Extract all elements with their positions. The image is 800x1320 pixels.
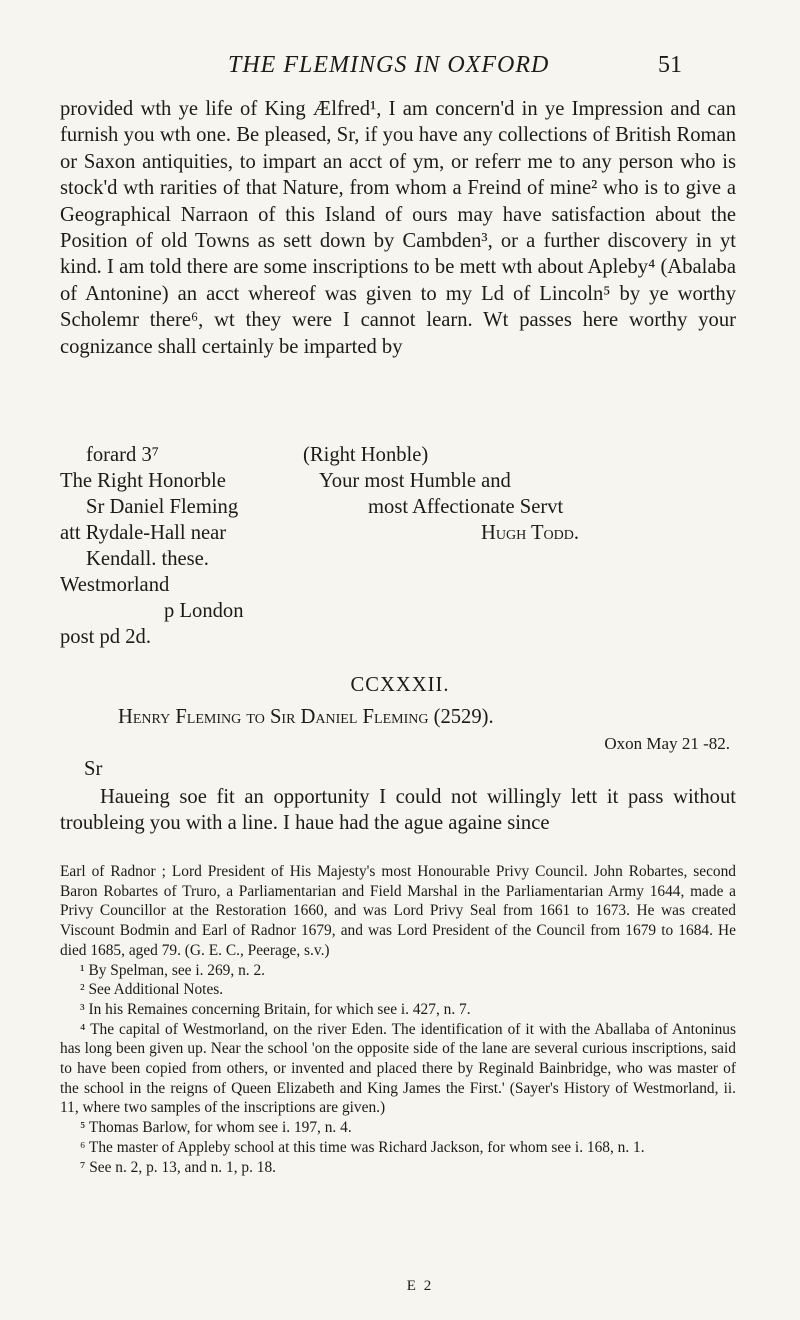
running-title: THE FLEMINGS IN OXFORD (228, 52, 550, 78)
footnote: ⁵ Thomas Barlow, for whom see i. 197, n. 4. (80, 1119, 352, 1137)
address-line: forard 3⁷ (86, 444, 159, 466)
letter-heading: Henry Fleming to Sir Daniel Fleming (2529). (118, 706, 494, 728)
footnote: ⁶ The master of Appleby school at this time was Richard Jackson, for whom see i. 168, n. 1. (80, 1138, 645, 1156)
footnote: ¹ By Spelman, see i. 269, n. 2. (80, 961, 266, 979)
footnote: ⁴ The capital of Westmorland, on the river Eden. The identification of it with the Aballaba of Antoninus has long been given up. Near the school 'on the opposite side of the lane are several curious inscriptions, said to have been copied from others, or invented and placed there by Reginald Bainbridge, who was master of the school in the reigns of Queen Elizabeth and King James the First.' (Sayer's History of Westmorland, ii. 11, where two samples of the inscriptions are given.) (60, 1020, 736, 1117)
letter-text-continued (60, 96, 736, 360)
address-line: Sr Daniel Fleming (86, 496, 239, 518)
footnotes (60, 862, 736, 1177)
letter-dateline: Oxon May 21 -82. (604, 734, 730, 753)
footnote: ³ In his Remaines concerning Britain, for which see i. 427, n. 7. (80, 1000, 471, 1018)
address-line: post pd 2d. (60, 626, 151, 648)
letter-number: CCXXXII. (350, 674, 450, 696)
letter-body (60, 784, 736, 837)
letter-closing (60, 442, 736, 712)
footnote: ⁷ See n. 2, p. 13, and n. 1, p. 18. (80, 1158, 277, 1176)
letter-paragraph: Haueing soe fit an opportunity I could not willingly lett it pass without troubleing you with a line. I haue had the ague againe since (60, 786, 736, 835)
page-number: 51 (658, 52, 682, 78)
address-line: Westmorland (60, 574, 170, 596)
footnote: ² See Additional Notes. (80, 981, 224, 999)
address-line: The Right Honorble (60, 470, 226, 492)
closing-line: most Affectionate Servt (368, 496, 564, 518)
address-line: att Rydale-Hall near (60, 522, 227, 544)
closing-line: (Right Honble) (303, 444, 429, 466)
closing-line: Your most Humble and (319, 470, 511, 492)
signature-mark: E 2 (406, 1278, 434, 1294)
signature-name: Hugh Todd. (481, 522, 580, 544)
footnote-continued: Earl of Radnor ; Lord President of His Majesty's most Honourable Privy Council. John Robartes, second Baron Robartes of Truro, a Parliamentarian and Field Marshal in the Parliamentarian Army 1644, made a Privy Councillor at the Restoration 1660, and was Lord Privy Seal from 1661 to 1673. He was created Viscount Bodmin and Earl of Radnor 1679, and was Lord President of the Council from 1679 to 1684. He died 1685, aged 79. (G. E. C., Peerage, s.v.) (60, 863, 736, 959)
running-head (0, 52, 800, 82)
body-paragraph: provided wth ye life of King Ælfred¹, I am concern'd in ye Impression and can furnish you wth one. Be pleased, Sr, if you have any collections of British Roman or Saxon antiquities, to impart an acct of ym, or referr me to any person who is stock'd wth rarities of that Nature, from whom a Freind of mine² who is to give a Geographical Narraon of this Island of ours may have satisfaction about the Position of old Towns as sett down by Cambden³, or a further discovery in yt kind. I am told there are some inscriptions to be mett wth about Apleby⁴ (Abalaba of Antonine) an acct whereof was given to my Ld of Lincoln⁵ by ye worthy Scholemr there⁶, wt they were I cannot learn. Wt passes here worthy your cognizance shall certainly be imparted by (60, 98, 736, 358)
address-line: Kendall. these. (86, 548, 209, 570)
address-line: p London (164, 600, 244, 622)
salutation: Sr (84, 758, 103, 780)
